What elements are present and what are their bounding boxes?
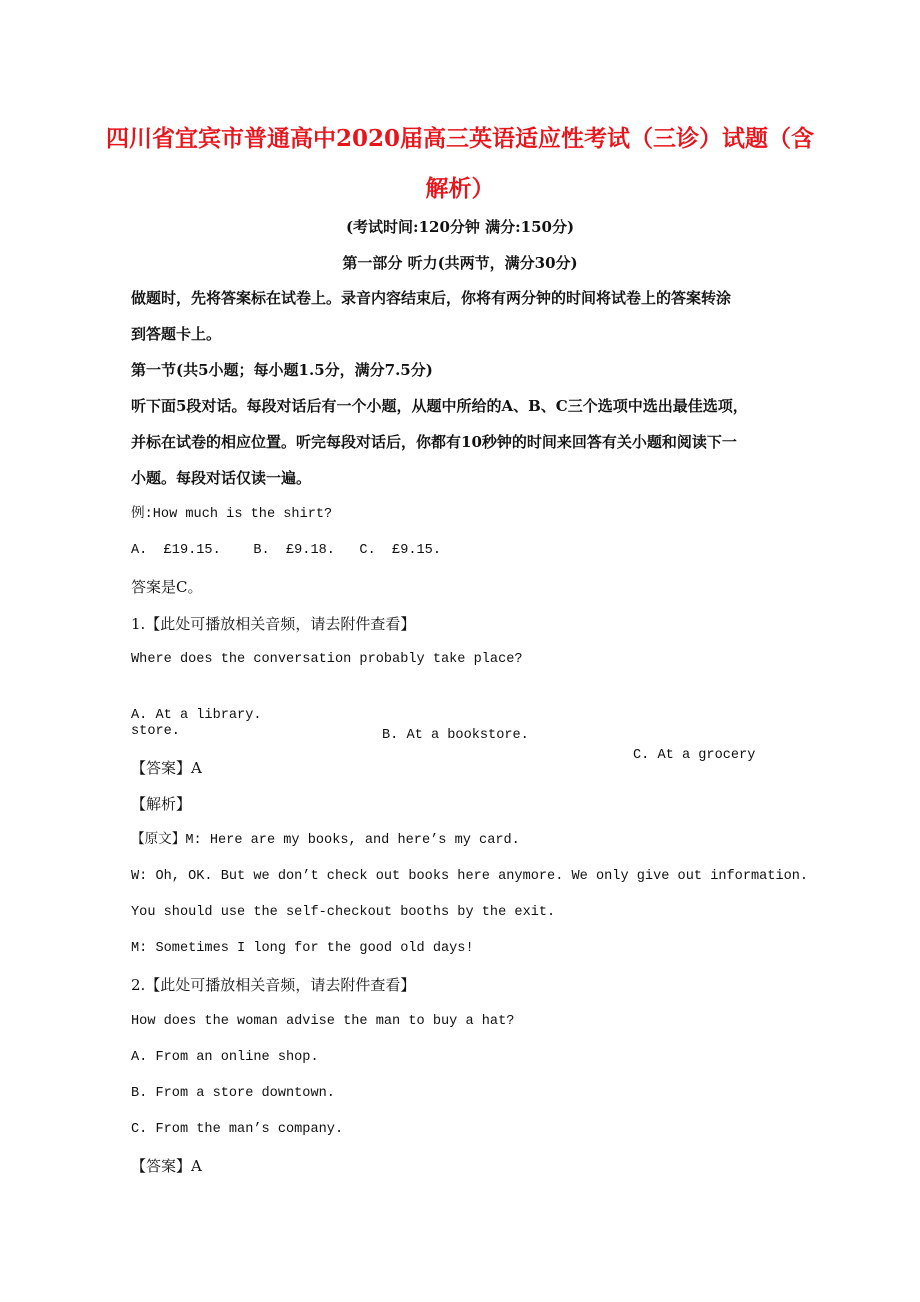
- q1-option-c: C. At a grocery: [633, 748, 756, 763]
- q2-option-a: A. From an online shop.: [131, 1050, 319, 1065]
- example-answer: 答案是C。: [131, 578, 203, 596]
- q1-option-b: B. At a bookstore.: [382, 728, 529, 743]
- document-title-line2: 解析）: [425, 175, 495, 202]
- q1-transcript-line: W: Oh, OK. But we don’t check out books here anymore. We only give out information.: [131, 869, 809, 884]
- q1-option-a: A. At a library.: [131, 708, 262, 723]
- q2-answer: 【答案】A: [131, 1157, 202, 1175]
- q1-audio-note: 1.【此处可播放相关音频，请去附件查看】: [131, 615, 416, 633]
- q1-options: [131, 686, 791, 766]
- document-title-line1: 四川省宜宾市普通高中2020届高三英语适应性考试（三诊）试题（含: [105, 125, 814, 152]
- example-options: A. £19.15. B. £9.18. C. £9.15.: [131, 543, 441, 558]
- q1-transcript-line: You should use the self-checkout booths by the exit.: [131, 905, 556, 920]
- example-question: 例:How much is the shirt?: [131, 507, 333, 522]
- section1-heading: 第一节(共5小题；每小题1.5分，满分7.5分): [131, 361, 433, 379]
- section1-instructions-line: 听下面5段对话。每段对话后有一个小题，从题中所给的A、B、C三个选项中选出最佳选项，: [131, 397, 748, 415]
- q1-answer: 【答案】A: [131, 759, 202, 777]
- q1-transcript-line: 【原文】M: Here are my books, and here’s my card.: [131, 833, 520, 848]
- exam-info: (考试时间:120分钟 满分:150分): [345, 218, 575, 236]
- q2-audio-note: 2.【此处可播放相关音频，请去附件查看】: [131, 976, 416, 994]
- part1-heading: 第一部分 听力(共两节，满分30分): [342, 254, 578, 272]
- section1-instructions-line: 小题。每段对话仅读一遍。: [131, 469, 312, 487]
- section1-instructions-line: 并标在试卷的相应位置。听完每段对话后，你都有10秒钟的时间来回答有关小题和阅读下一: [131, 433, 737, 451]
- q1-transcript-line: M: Sometimes I long for the good old days!: [131, 941, 474, 956]
- instructions-line: 做题时，先将答案标在试卷上。录音内容结束后，你将有两分钟的时间将试卷上的答案转涂: [131, 289, 732, 307]
- q1-analysis-label: 【解析】: [131, 795, 192, 813]
- q1-option-c-continued: store.: [131, 724, 180, 739]
- q2-option-b: B. From a store downtown.: [131, 1086, 335, 1101]
- q1-question: Where does the conversation probably take place?: [131, 652, 523, 667]
- q2-option-c: C. From the man’s company.: [131, 1122, 344, 1137]
- q2-question: How does the woman advise the man to buy a hat?: [131, 1014, 515, 1029]
- instructions-line: 到答题卡上。: [131, 325, 222, 343]
